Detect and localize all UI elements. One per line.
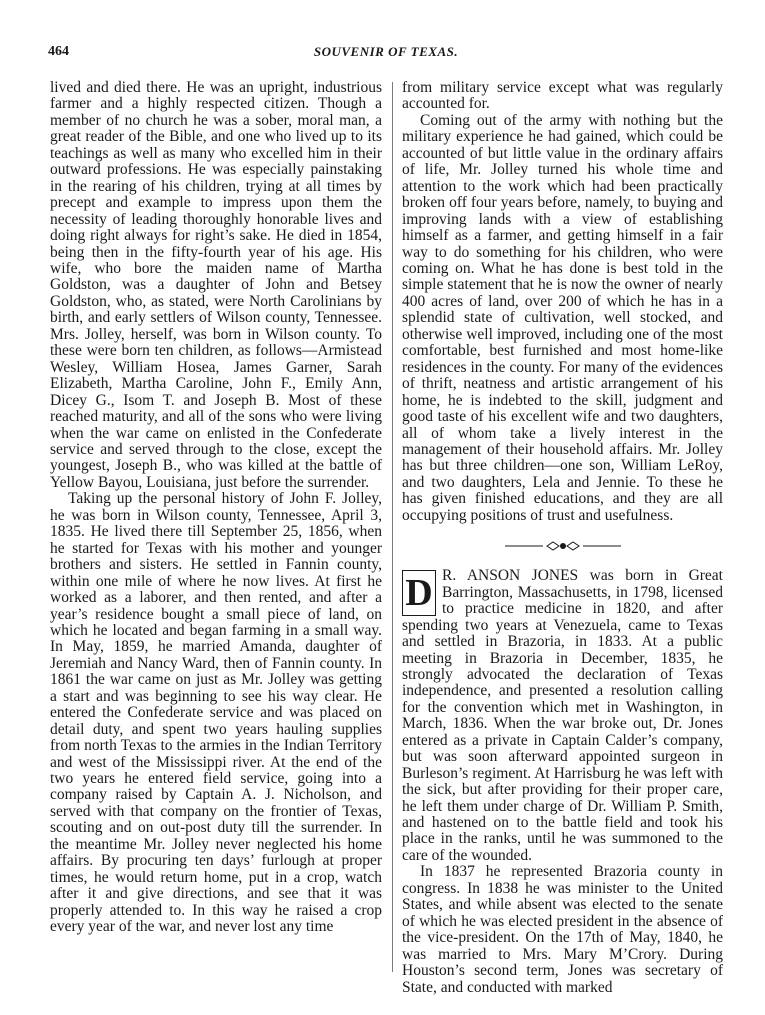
paragraph: from military service except what was regularly accounted for. xyxy=(402,79,723,113)
running-head: SOUVENIR OF TEXAS. xyxy=(313,44,459,59)
section-ornament xyxy=(402,532,723,558)
paragraph: Taking up the personal history of John F. Jolley, he was born in Wilson county, Tennessee, April 3, 1835. He lived there till September 25, 1856, when he started for Texas with his mother and younger brothers and sisters. He settled in Fannin county, within one mile of where he now lives. At first he worked as a laborer, and then rented, and after a year’s residence bought a small piece of land, on which he located and began farming in a small way. In May, 1859, he married Amanda, daughter of Jeremiah and Nancy Ward, then of Fannin county. In 1861 the war came on just as Mr. Jolley was getting a start and was beginning to see his way clear. He entered the Confederate service and was placed on detail duty, and spent two years hauling supplies from north Texas to the armies in the Indian Territory and west of the Mississippi river. At the end of the two years he entered field service, going into a company raised by Captain A. J. Nicholson, and served with that company on the frontier of Texas, scouting and on out-post duty till the surrender. In the meantime Mr. Jolley never neglected his home affairs. By procuring ten days’ furlough at proper times, he would return home, put in a crop, watch after it and give directions, and see that it was properly attended to. In this way he raised a crop every year of the war, and never lost any time xyxy=(50,490,382,936)
paragraph: In 1837 he represented Brazoria county in congress. In 1838 he was minister to the United States, and while absent was elected to the senate of which he was elected president in the absence of the vice-president. On the 17th of May, 1840, he was married to Mrs. Mary M’Crory. During Houston’s second term, Jones was secretary of State, and conducted with marked xyxy=(402,863,723,996)
page-header xyxy=(48,44,724,66)
ornament-icon xyxy=(503,539,623,553)
paragraph: R. ANSON JONES was born in Great Barrington, Massachusetts, in 1798, licensed to practice medicine in 1820, and after spending two years at Venezuela, came to Texas and settled in Brazoria, in 1833. At a public meeting in Brazoria in December, 1835, he strongly advocated the declaration of Texas independence, and presented a resolution calling for the convention which met in Washington, in March, 1836. When the war broke out, Dr. Jones entered as a private in Captain Calder’s company, but was soon afterward appointed surgeon in Burleson’s regiment. At Harrisburg he was left with the sick, but after providing for their proper care, he left them under charge of Dr. William P. Smith, and hastened on to the battle field and took his place in the ranks, until he was summoned to the care of the wounded. xyxy=(402,567,723,864)
page-number: 464 xyxy=(48,44,69,59)
paragraph: lived and died there. He was an upright, industrious farmer and a highly respected citizen. Though a member of no church he was a sober, moral man, a great reader of the Bible, and one who lived up to its teachings as well as many who excelled him in their outward professions. He was especially painstaking in the rearing of his children, trying at all times by precept and example to impress upon them the necessity of leading thoroughly honorable lives and doing right always for right’s sake. He died in 1854, being then in the fifty-fourth year of his age. His wife, who bore the maiden name of Martha Goldston, was a daughter of John and Betsey Goldston, who, as stated, were North Carolinians by birth, and early settlers of Wilson county, Tennessee. Mrs. Jolley, herself, was born in Wilson county. To these were born ten children, as follows—Armistead Wesley, William Hosea, James Garner, Sarah Elizabeth, Martha Caroline, John F., Emily Ann, Dicey G., Isom T. and Joseph B. Most of these reached maturity, and all of the sons who were living when the war came on enlisted in the Confederate service and served through to the close, except the youngest, Joseph B., who was killed at the battle of Yellow Bayou, Louisiana, just before the surrender. xyxy=(50,79,382,491)
column-divider xyxy=(392,82,393,972)
paragraph: Coming out of the army with nothing but the military experience he had gained, which could be accounted of but little value in the ordinary affairs of life, Mr. Jolley turned his whole time and attention to the work which had been practically broken off four years before, namely, to buying and improving lands with a view of establishing himself as a farmer, and getting himself in a fair way to do something for his children, who were coming on. What he has done is best told in the simple statement that he is now the owner of nearly 400 acres of land, over 200 of which he has in a splendid state of cultivation, well stocked, and otherwise well improved, including one of the most comfortable, best furnished and most home-like residences in the county. For many of the evidences of thrift, neatness and artistic arrangement of his home, he is indebted to the skill, judgment and good taste of his excellent wife and two daughters, all of whom take a lively interest in the management of their household affairs. Mr. Jolley has but three children—one son, William LeRoy, and two daughters, Lela and Jennie. To these he has given finished educations, and they are all occupying positions of trust and usefulness. xyxy=(402,111,723,524)
right-column xyxy=(402,80,723,996)
article-anson-jones xyxy=(402,568,723,996)
drop-cap: D xyxy=(402,570,436,616)
left-column xyxy=(50,80,382,936)
